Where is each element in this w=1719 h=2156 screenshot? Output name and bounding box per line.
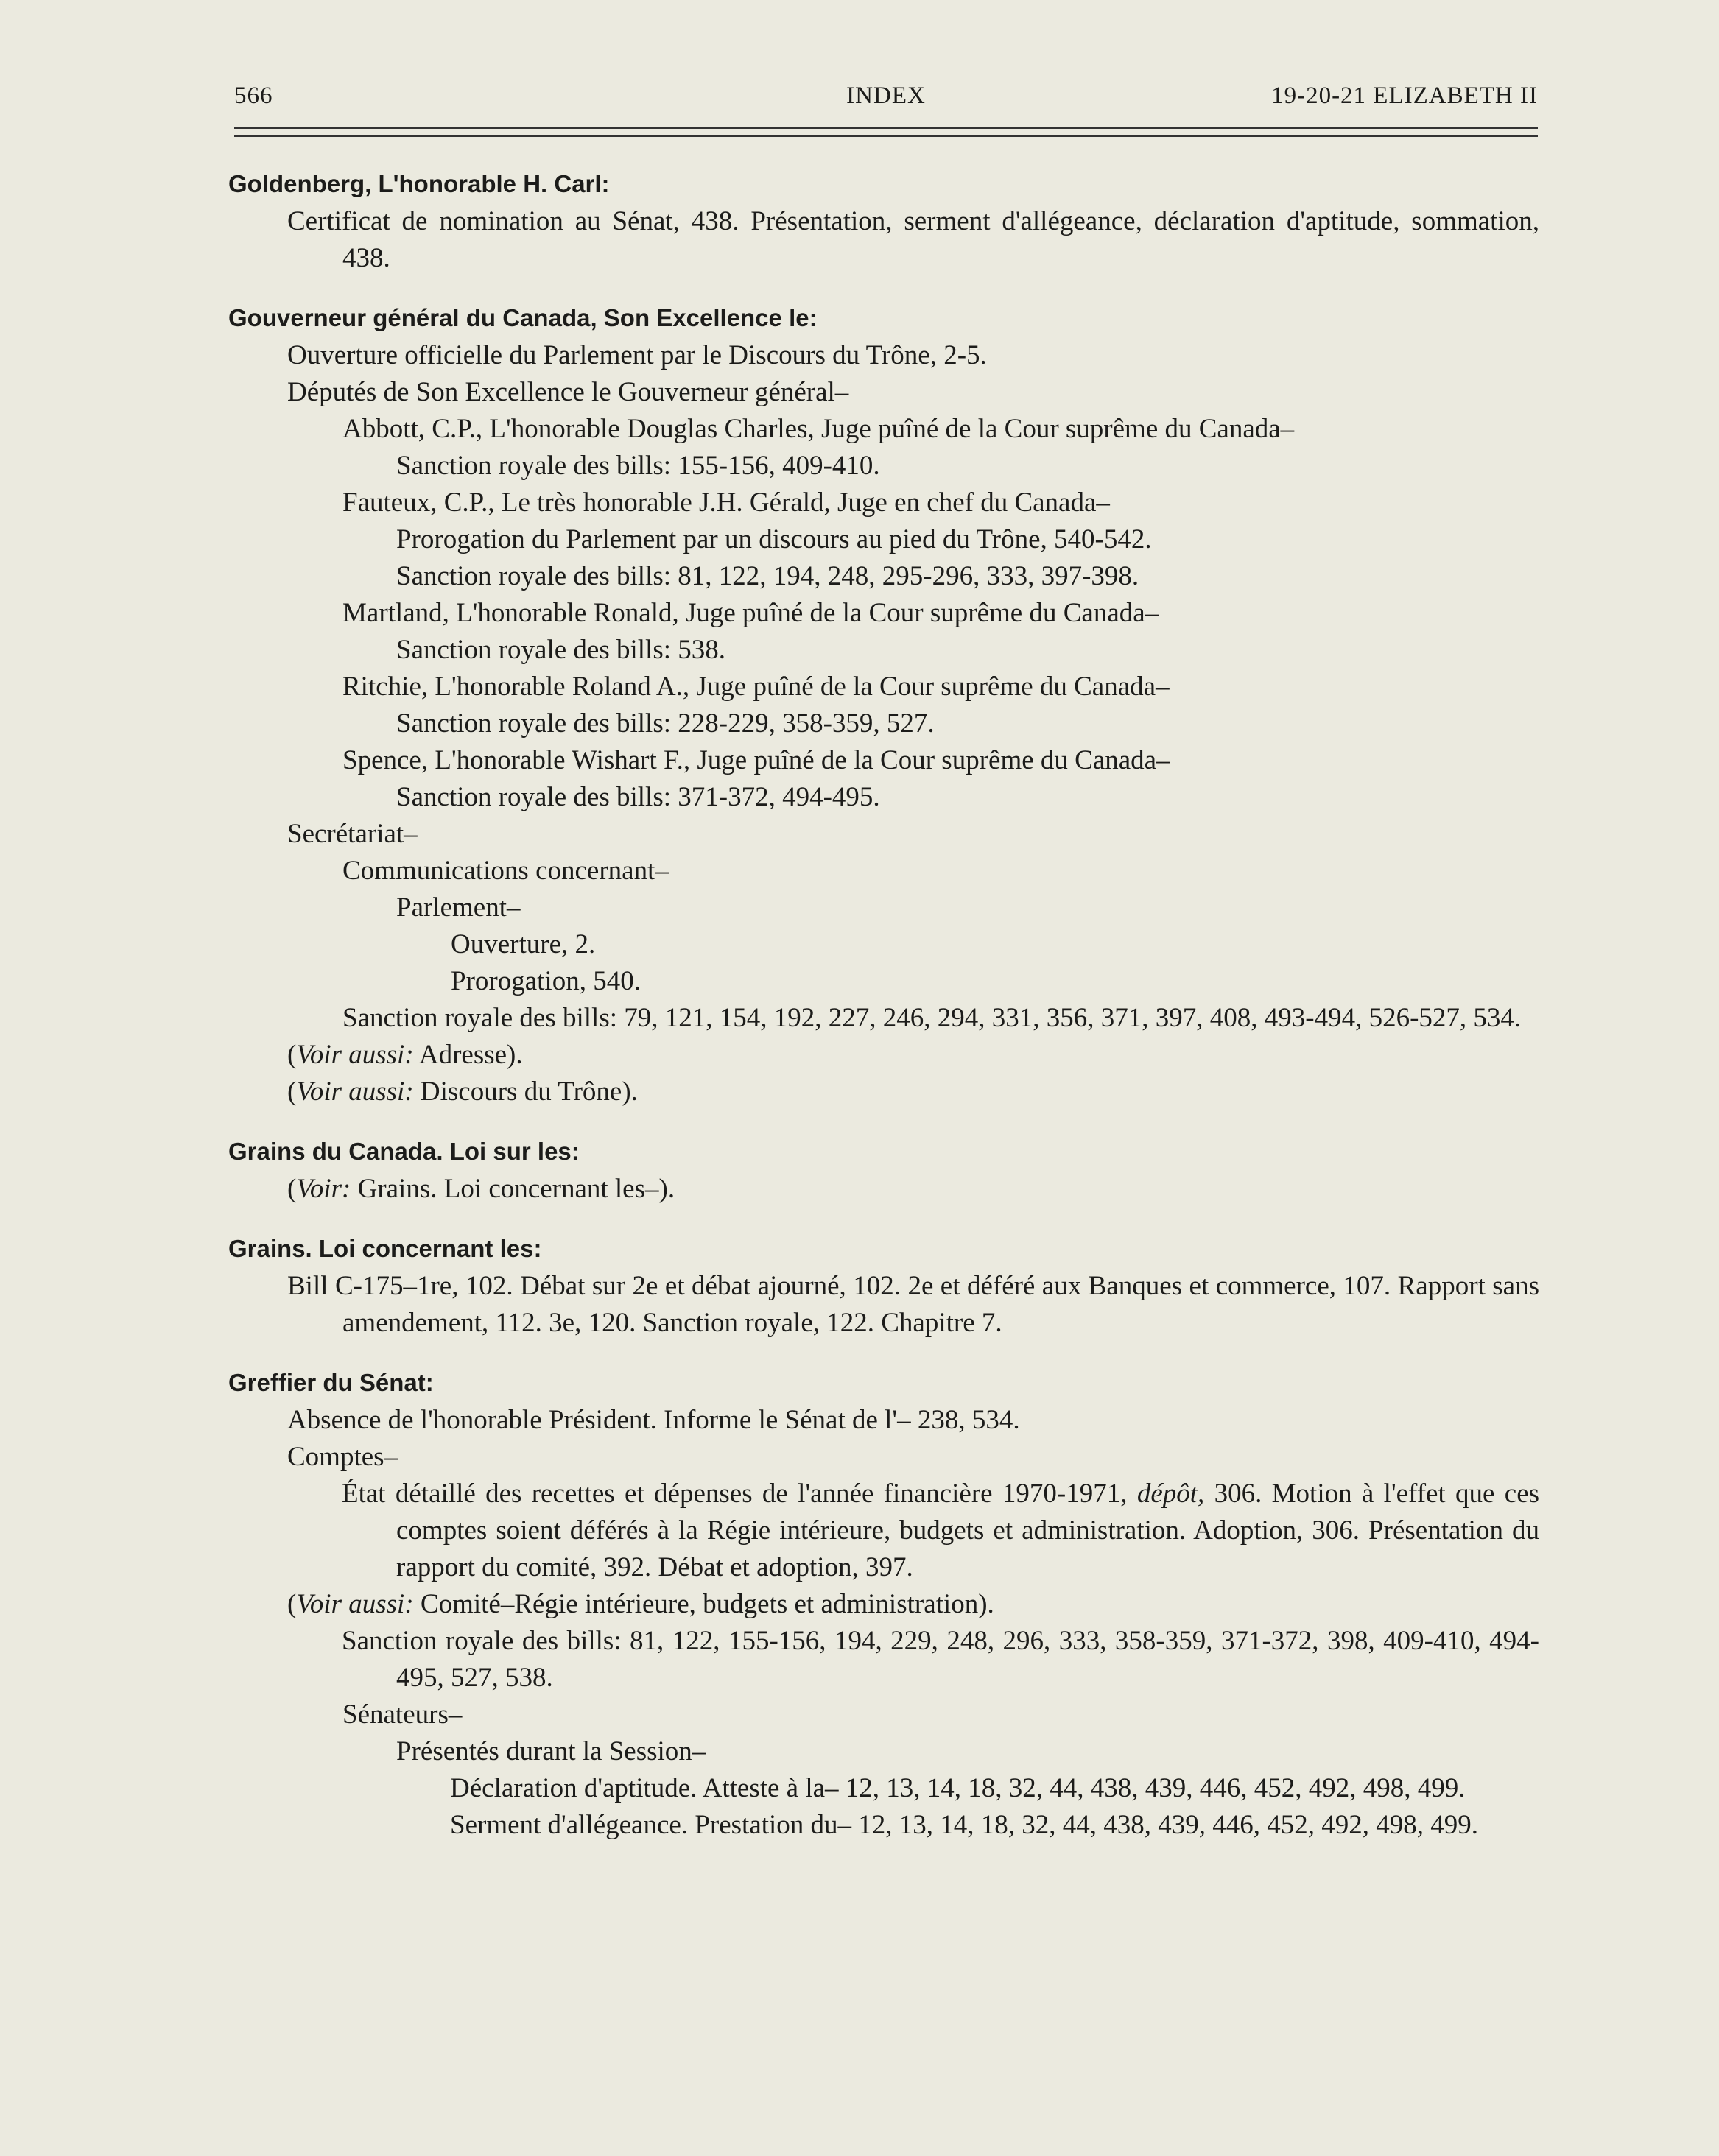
entry-line: Sénateurs– (342, 1699, 463, 1730)
header-rule-top (234, 127, 1538, 129)
see-also-ref: Discours du Trône). (420, 1077, 638, 1107)
entry-line: Déclaration d'aptitude. Atteste à la– 12, 13, 14, 18, 32, 44, 438, 439, 446, 452, 492, 498, 499. (450, 1773, 1466, 1803)
entry-line: Sanction royale des bills: 371-372, 494-495. (396, 782, 880, 812)
entry-heading: Greffier du Sénat: (228, 1369, 434, 1396)
entry-line: Présentés durant la Session– (396, 1736, 706, 1766)
entry-line: Sanction royale des bills: 79, 121, 154, 192, 227, 246, 294, 331, 356, 371, 397, 408, 493-494, 526-527, 534. (342, 1003, 1522, 1033)
see-also-label: Voir aussi: (296, 1589, 414, 1619)
entry-heading: Goldenberg, L'honorable H. Carl: (228, 170, 610, 197)
see-label: Voir: (296, 1174, 351, 1204)
entry-text: État détaillé des recettes et dépenses de l'année financière 1970-1971, (342, 1479, 1128, 1509)
entry-line: Serment d'allégeance. Prestation du– 12, 13, 14, 18, 32, 44, 438, 439, 446, 452, 492, 498, 499. (450, 1810, 1479, 1840)
entry-line: Sanction royale des bills: 228-229, 358-359, 527. (396, 708, 935, 739)
page-header (234, 78, 1538, 122)
entry-line: Secrétariat– (287, 819, 418, 849)
see-line: (Voir: Grains. Loi concernant les–). (287, 1174, 675, 1204)
entry-line: Sanction royale des bills: 81, 122, 194, 248, 295-296, 333, 397-398. (396, 561, 1139, 591)
index-body (228, 168, 1539, 1869)
entry-text: 306. Motion à l'effet que ces comptes soient déférés à la Régie intérieure, budgets et administration. Adoption, 306. Présentation du rapport du comité, 392. Débat et adoption, 397. (396, 1479, 1540, 1582)
entry-line: Martland, L'honorable Ronald, Juge puîné de la Cour suprême du Canada– (342, 598, 1159, 628)
entry-line: Prorogation, 540. (451, 966, 641, 996)
header-rule-bottom (234, 135, 1538, 137)
entry-line: Ritchie, L'honorable Roland A., Juge puîné de la Cour suprême du Canada– (342, 672, 1170, 702)
index-entry-grains-loi (228, 1233, 1539, 1342)
index-entry-goldenberg (228, 168, 1539, 277)
see-also-line: (Voir aussi: Discours du Trône). (287, 1077, 638, 1107)
running-head-year: 19-20-21 ELIZABETH II (1271, 82, 1538, 109)
see-ref: Grains. Loi concernant les–). (357, 1174, 675, 1204)
entry-line: Sanction royale des bills: 81, 122, 155-156, 194, 229, 248, 296, 333, 358-359, 371-372, 398, 409-410, 494-495, 527, 538. (342, 1626, 1539, 1693)
entry-line: Ouverture, 2. (451, 929, 596, 959)
see-also-label: Voir aussi: (296, 1040, 414, 1070)
page-title: INDEX (846, 82, 926, 109)
page-number: 566 (234, 82, 273, 109)
entry-line: Absence de l'honorable Président. Informe le Sénat de l'– 238, 534. (287, 1405, 1020, 1435)
see-also-ref: Adresse). (418, 1040, 523, 1070)
entry-line: Communications concernant– (342, 856, 669, 886)
entry-heading: Grains. Loi concernant les: (228, 1235, 542, 1262)
see-also-ref: Comité–Régie intérieure, budgets et administration). (420, 1589, 994, 1619)
entry-line: Sanction royale des bills: 538. (396, 635, 726, 665)
entry-line: Parlement– (396, 892, 521, 923)
entry-line: Sanction royale des bills: 155-156, 409-410. (396, 451, 880, 481)
entry-line: Spence, L'honorable Wishart F., Juge puîné de la Cour suprême du Canada– (342, 745, 1170, 775)
index-entry-gouverneur (228, 302, 1539, 1110)
see-also-label: Voir aussi: (296, 1077, 414, 1107)
entry-line: Fauteux, C.P., Le très honorable J.H. Gérald, Juge en chef du Canada– (342, 487, 1110, 518)
entry-line: Certificat de nomination au Sénat, 438. Présentation, serment d'allégeance, déclaration d'aptitude, sommation, 438. (287, 206, 1539, 273)
index-entry-grains-du-canada (228, 1135, 1539, 1208)
entry-emphasis: dépôt, (1136, 1479, 1205, 1509)
entry-heading: Gouverneur général du Canada, Son Excellence le: (228, 304, 818, 331)
entry-line: Députés de Son Excellence le Gouverneur général– (287, 377, 849, 407)
index-entry-greffier (228, 1367, 1539, 1844)
entry-line: Comptes– (287, 1442, 398, 1472)
entry-heading: Grains du Canada. Loi sur les: (228, 1138, 580, 1165)
entry-line: Ouverture officielle du Parlement par le Discours du Trône, 2-5. (287, 340, 987, 370)
entry-line: Bill C-175–1re, 102. Débat sur 2e et débat ajourné, 102. 2e et déféré aux Banques et commerce, 107. Rapport sans amendement, 112. 3e, 120. Sanction royale, 122. Chapitre 7. (287, 1271, 1539, 1338)
entry-line: Abbott, C.P., L'honorable Douglas Charles, Juge puîné de la Cour suprême du Canada– (342, 414, 1295, 444)
see-also-line: (Voir aussi: Adresse). (287, 1040, 523, 1070)
entry-line: Prorogation du Parlement par un discours au pied du Trône, 540-542. (396, 524, 1152, 554)
see-also-line: (Voir aussi: Comité–Régie intérieure, budgets et administration). (287, 1589, 994, 1619)
entry-line (228, 1476, 1539, 1586)
